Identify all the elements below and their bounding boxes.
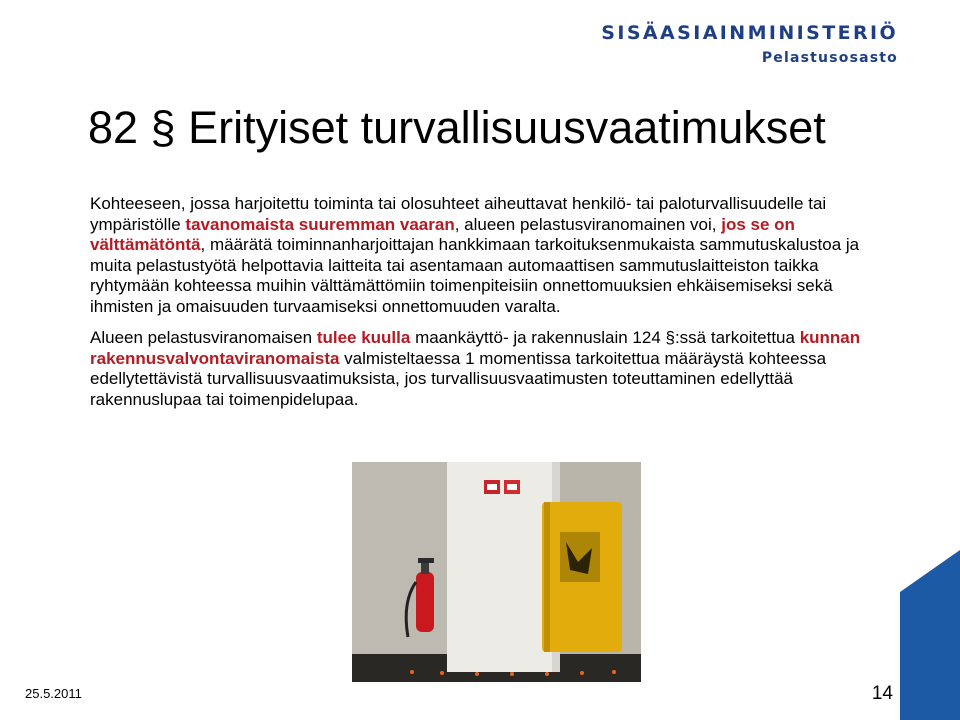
paragraph-1-text-c: , määrätä toiminnanharjoittajan hankkimaan tarkoituksenmukaista sammutuskalustoa ja muita pelastustyötä helpottavia laitteita tai asentamaan automaattisen sammutuslaitteiston taikka ryhtymään kohteessa muihin välttämättömiin toimenpiteisiin onnettomuuksien ehkäisemiseksi sekä ihmisten ja omaisuuden turvaamiseksi onnettomuuden varalta. xyxy=(90,235,860,316)
organization-header xyxy=(601,22,898,66)
organization-department: Pelastusosasto xyxy=(761,50,898,66)
paragraph-1-highlight-a: tavanomaista suuremman vaaran xyxy=(185,214,455,234)
safety-equipment-photo xyxy=(352,462,641,682)
paragraph-2-highlight-b: kunnan rakennusvalvontaviranomaista xyxy=(90,328,861,368)
paragraph-2-text-a: Alueen pelastusviranomaisen xyxy=(90,328,317,347)
paragraph-1-text-a: Kohteeseen, jossa harjoitettu toiminta tai olosuhteet aiheuttavat henkilö- tai paloturvallisuudelle tai ympäristölle xyxy=(90,194,827,234)
paragraph-2 xyxy=(90,328,895,410)
paragraph-1-text-b: , alueen pelastusviranomainen voi, xyxy=(454,214,722,234)
corner-decoration xyxy=(900,550,960,720)
slide-title: 82 § Erityiset turvallisuusvaatimukset xyxy=(88,102,826,153)
page-number: 14 xyxy=(871,683,893,704)
footer-date: 25.5.2011 xyxy=(25,686,82,701)
paragraph-1 xyxy=(90,194,895,317)
paragraph-1-highlight-b: jos se on välttämätöntä xyxy=(90,214,795,254)
paragraph-2-highlight-a: tulee kuulla xyxy=(316,328,411,347)
rescue-equipment-cabinet xyxy=(542,502,622,652)
slide-body xyxy=(90,194,895,421)
organization-name: SISÄASIAINMINISTERIÖ xyxy=(601,22,898,44)
paragraph-2-text-c: valmisteltaessa 1 momentissa tarkoitettua määräystä kohteessa edellytettävistä turvallisuusvaatimuksista, jos turvallisuusvaatimusten toteuttaminen edellyttää rakennuslupaa tai toimenpidelupaa. xyxy=(90,348,827,409)
paragraph-2-text-b: maankäyttö- ja rakennuslain 124 §:ssä tarkoitettua xyxy=(410,328,800,347)
